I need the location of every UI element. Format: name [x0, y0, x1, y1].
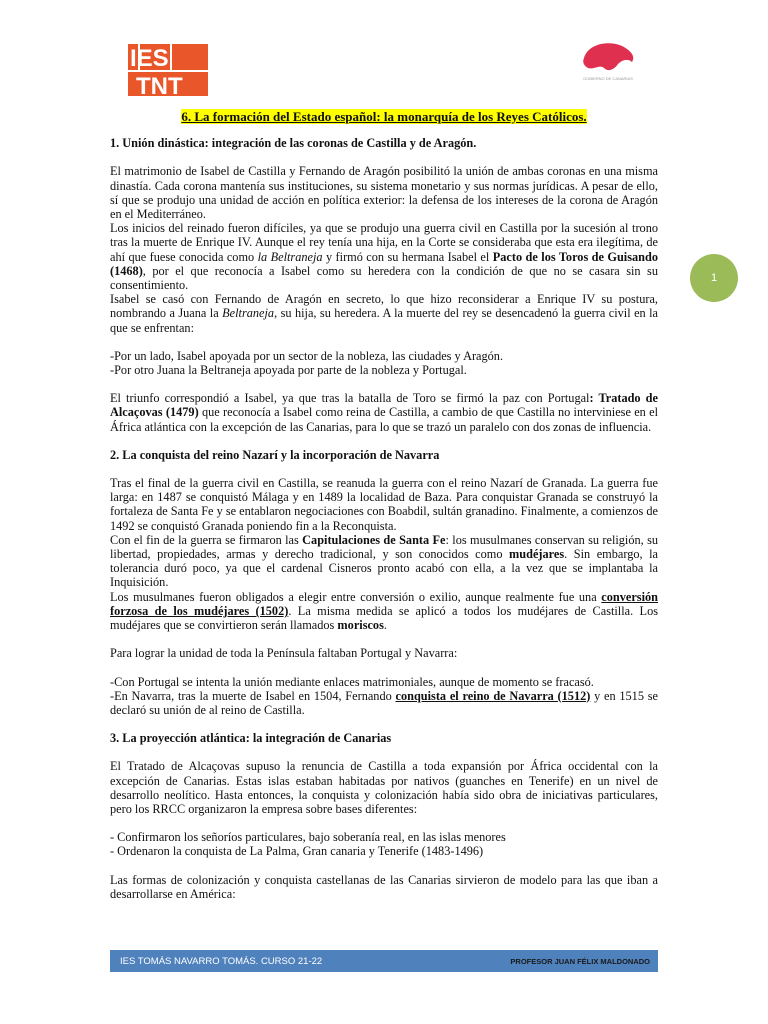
paragraph: Con el fin de la guerra se firmaron las Capitulaciones de Santa Fe: los musulmanes conservan su religión, su libertad, propiedades, armas y derecho tradicional, y son conocidos como mudéjares. Sin embargo, la tolerancia duró poco, ya que el cardenal Cisneros pronto acabó con ella, a la vez que se implantaba la Inquisición.: [110, 532, 659, 590]
list-item: - Ordenaron la conquista de La Palma, Gran canaria y Tenerife (1483-1496): [110, 844, 484, 859]
document-body: [110, 110, 658, 901]
list-item: -Por un lado, Isabel apoyada por un sector de la nobleza, las ciudades y Aragón.: [110, 348, 504, 363]
paragraph: Las formas de colonización y conquista castellanas de las Canarias sirvieron de modelo para las que iban a desarrollarse en América:: [110, 872, 658, 901]
logo-caption: GOBIERNO DE CANARIAS: [583, 76, 633, 81]
list-item: -En Navarra, tras la muerte de Isabel en 1504, Fernando conquista el reino de Navarra (1512) y en 1515 se declaró su unión de al reino de Castilla.: [110, 688, 658, 717]
logo-text-tnt: TNT: [136, 73, 183, 96]
logo-text-ies: IES: [130, 45, 169, 72]
page-number-badge: 1: [690, 254, 738, 302]
list-item: - Confirmaron los señoríos particulares, bajo soberanía real, en las islas menores: [110, 830, 506, 845]
paragraph: Los inicios del reinado fueron difíciles, ya que se produjo una guerra civil en Castilla por la sucesión al trono tras la muerte de Enrique IV. Aunque el rey tenía una hija, en la Corte se consideraba que esta era ilegítima, de ahí que fuese conocida como la Beltraneja y firmó con su hermana Isabel el Pacto de los Toros de Guisando (1468), por el que reconocía a Isabel como su heredera con la condición de que no se casara sin su consentimiento.: [110, 221, 658, 293]
page-footer: [110, 950, 658, 972]
section-heading-3: 3. La proyección atlántica: la integración de Canarias: [110, 731, 392, 746]
paragraph: Los musulmanes fueron obligados a elegir entre conversión o exilio, aunque realmente fue una conversión forzosa de los mudéjares (1502). La misma medida se aplicó a todos los mudéjares de Castilla. Los mudéjares que se convirtieron serán llamados moriscos.: [110, 589, 659, 633]
section-heading-1: 1. Unión dinástica: integración de las coronas de Castilla y de Aragón.: [110, 136, 477, 151]
ies-tnt-logo: [128, 44, 208, 96]
paragraph: El Tratado de Alcaçovas supuso la renuncia de Castilla a toda expansión por África occidental con la excepción de Canarias. Estas islas estaban habitadas por nativos (guanches en Tenerife) en un nivel de desarrollo neolítico. Hasta entonces, la conquista y colonización había sido obra de iniciativas particulares, pero los RRCC organizaron la empresa sobre bases diferentes:: [110, 759, 658, 816]
document-title: 6. La formación del Estado español: la monarquía de los Reyes Católicos.: [181, 109, 587, 124]
footer-school: IES TOMÁS NAVARRO TOMÁS. CURSO 21-22: [120, 955, 323, 967]
list-item: -Con Portugal se intenta la unión mediante enlaces matrimoniales, aunque de momento se fracasó.: [110, 674, 594, 689]
footer-teacher: PROFESOR JUAN FÉLIX MALDONADO: [510, 956, 650, 966]
paragraph: El triunfo correspondió a Isabel, ya que tras la batalla de Toro se firmó la paz con Portugal: Tratado de Alcaçovas (1479) que reconocía a Isabel como reina de Castilla, a cambio de que Castilla no interviniese en el África atlántica con la excepción de las Canarias, para lo que se trazó un paralelo con dos zonas de influencia.: [110, 391, 659, 434]
paragraph: El matrimonio de Isabel de Castilla y Fernando de Aragón posibilitó la unión de ambas coronas en una misma dinastía. Cada corona mantenía sus instituciones, su sistema monetario y sus normas jurídicas. A pesar de ello, sí que se produjo una unidad de acción en política exterior: la defensa de los intereses de la corona de Aragón en el Mediterráneo.: [110, 164, 658, 222]
section-heading-2: 2. La conquista del reino Nazarí y la incorporación de Navarra: [110, 447, 440, 462]
paragraph: Para lograr la unidad de toda la Península faltaban Portugal y Navarra:: [110, 646, 458, 661]
paragraph: Isabel se casó con Fernando de Aragón en secreto, lo que hizo reconsiderar a Enrique IV su postura, nombrando a Juana la Beltraneja, su hija, su heredera. A la muerte del rey se desencadenó la guerra civil en la que se enfrentan:: [110, 292, 658, 335]
paragraph: Tras el final de la guerra civil en Castilla, se reanuda la guerra con el reino Nazarí de Granada. La guerra fue larga: en 1487 se conquistó Málaga y en 1489 la localidad de Baza. Para conquistar Granada se construyó la fortaleza de Santa Fe y se entablaron negociaciones con Boabdil, sultán granadino. Finalmente, a comienzos de 1492 se conquistó Granada poniendo fin a la Reconquista.: [110, 476, 658, 533]
gobierno-canarias-logo: [578, 40, 638, 98]
list-item: -Por otro Juana la Beltraneja apoyada por parte de la nobleza y Portugal.: [110, 363, 467, 378]
